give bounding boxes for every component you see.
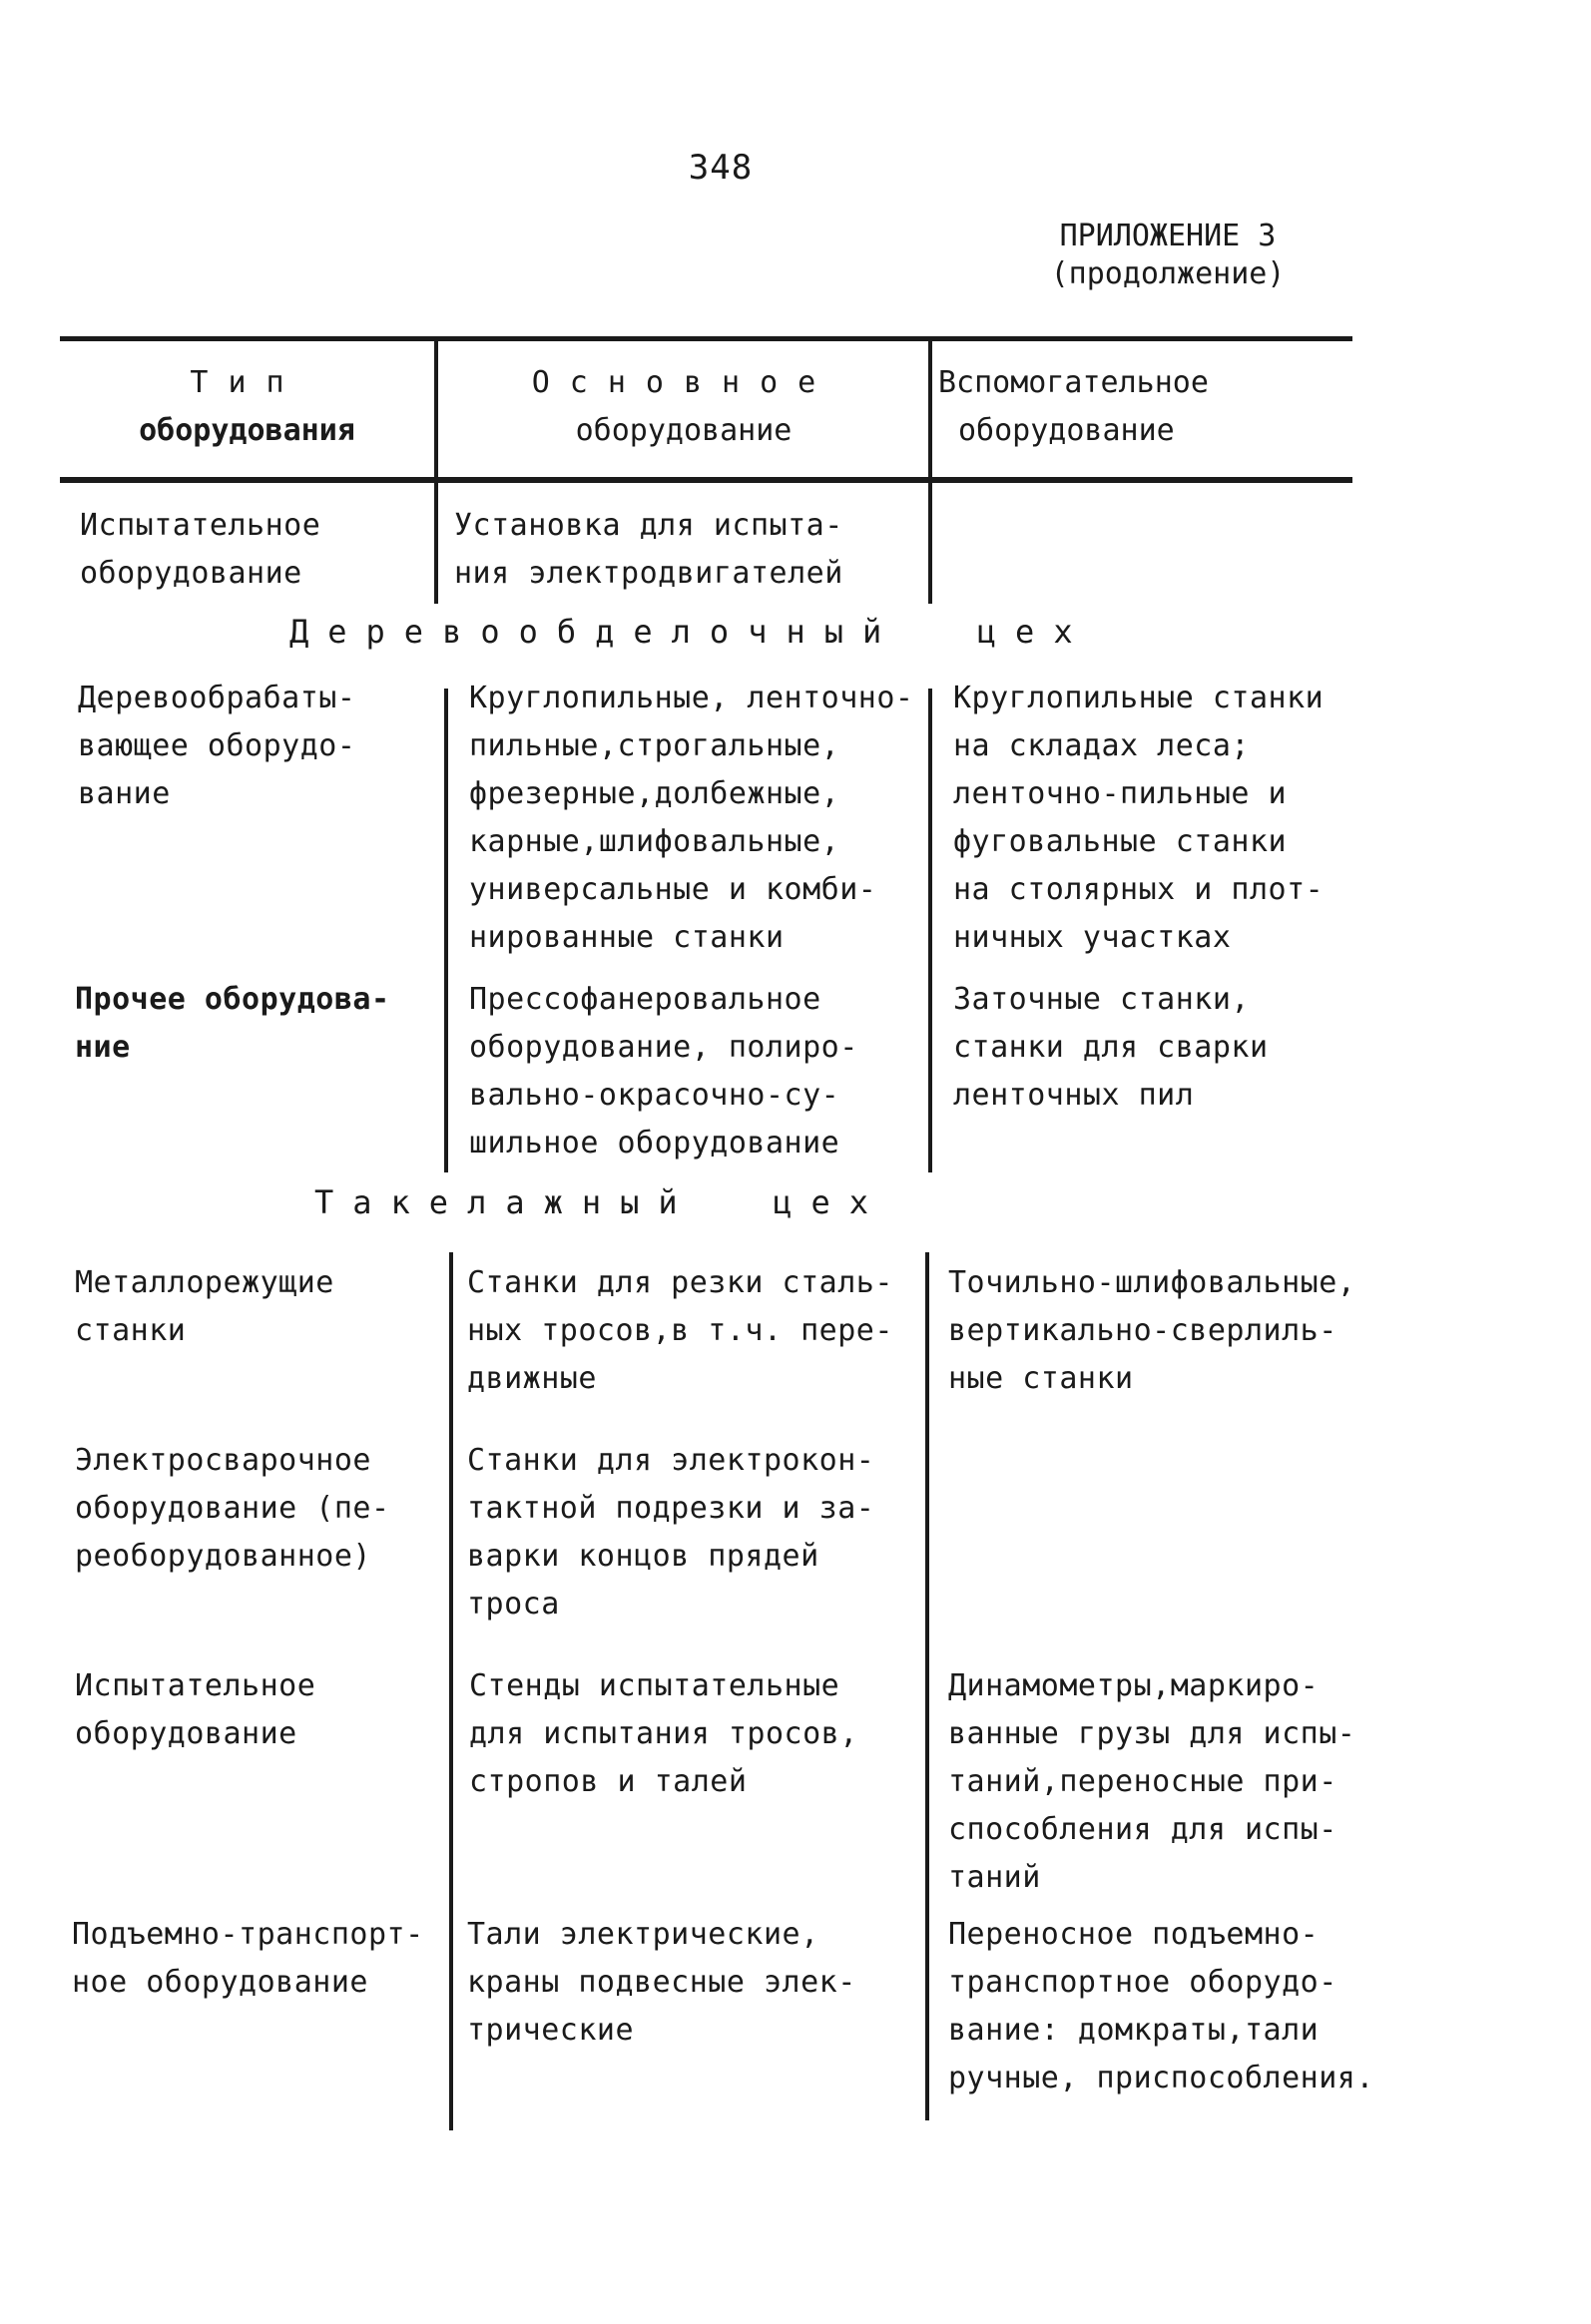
section-title: Такелажный цех	[314, 1183, 887, 1221]
header-aux	[938, 359, 1278, 455]
table-cell-aux: Динамометры,маркиро- ванные грузы для испы- таний,переносные при- способления для испы- таний	[948, 1668, 1356, 1895]
column-divider	[449, 1252, 453, 2130]
table-cell-type: Прочее оборудова- ние	[75, 982, 390, 1065]
table-cell-aux: Заточные станки, станки для сварки ленточных пил	[953, 982, 1269, 1113]
header-type-line1: Тип	[190, 365, 304, 400]
table-cell-type: Деревообрабаты- вающее оборудо- вание	[78, 681, 356, 811]
table-cell-aux: Переносное подъемно- транспортное оборудо- вание: домкраты,тали ручные, приспособления.	[948, 1917, 1374, 2095]
table-cell-type: Электросварочное оборудование (пе- реоборудованное)	[75, 1443, 390, 1574]
header-main-line1: Основное	[531, 365, 836, 400]
table-cell-main: Станки для электрокон- тактной подрезки и за- варки концов прядей троса	[467, 1443, 875, 1622]
column-divider	[925, 1252, 929, 2120]
table-cell-type: Испытательное оборудование	[75, 1668, 316, 1751]
table-cell-aux: Круглопильные станки на складах леса; ленточно-пильные и фуговальные станки на столярных и плот- ничных участках	[953, 681, 1325, 955]
table-cell-main: Прессофанеровальное оборудование, полиро- вально-окрасочно-су- шильное оборудование	[469, 982, 858, 1161]
table-cell-type: Подъемно-транспорт- ное оборудование	[72, 1917, 424, 2000]
table-cell-main: Круглопильные, ленточно- пильные,строгальные, фрезерные,долбежные, карные,шлифовальные, универсальные и комби- нированные станки	[469, 681, 914, 955]
column-divider	[434, 339, 438, 604]
table-cell-main: Тали электрические, краны подвесные элек- трические	[467, 1917, 856, 2048]
header-type-line2: оборудования	[139, 413, 355, 448]
appendix-heading	[1018, 218, 1318, 293]
table-cell-aux: Точильно-шлифовальные, вертикально-сверлиль- ные станки	[948, 1265, 1356, 1396]
table-cell-main: Установка для испыта- ния электродвигателей	[454, 508, 843, 591]
column-divider	[928, 339, 932, 604]
header-aux-line2: оборудование	[958, 413, 1175, 448]
table-cell-type: Металлорежущие станки	[75, 1265, 334, 1348]
page-number: 348	[688, 148, 754, 188]
header-main	[439, 359, 928, 455]
table-cell-main: Станки для резки сталь- ных тросов,в т.ч. пере- движные	[467, 1265, 893, 1396]
header-type	[60, 359, 434, 455]
column-divider	[928, 689, 932, 1172]
appendix-title: ПРИЛОЖЕНИЕ 3	[1059, 219, 1277, 253]
table-cell-main: Стенды испытательные для испытания тросов, стропов и талей	[469, 1668, 858, 1799]
column-divider	[444, 689, 448, 1172]
header-main-line2: оборудование	[575, 413, 793, 448]
header-bottom-rule	[60, 477, 1352, 483]
section-title: Деревообделочный цех	[289, 613, 1092, 651]
table-top-rule	[60, 336, 1352, 341]
appendix-subtitle: (продолжение)	[1050, 256, 1286, 291]
header-aux-line1: Вспомогательное	[938, 365, 1209, 400]
table-cell-type: Испытательное оборудование	[80, 508, 321, 591]
